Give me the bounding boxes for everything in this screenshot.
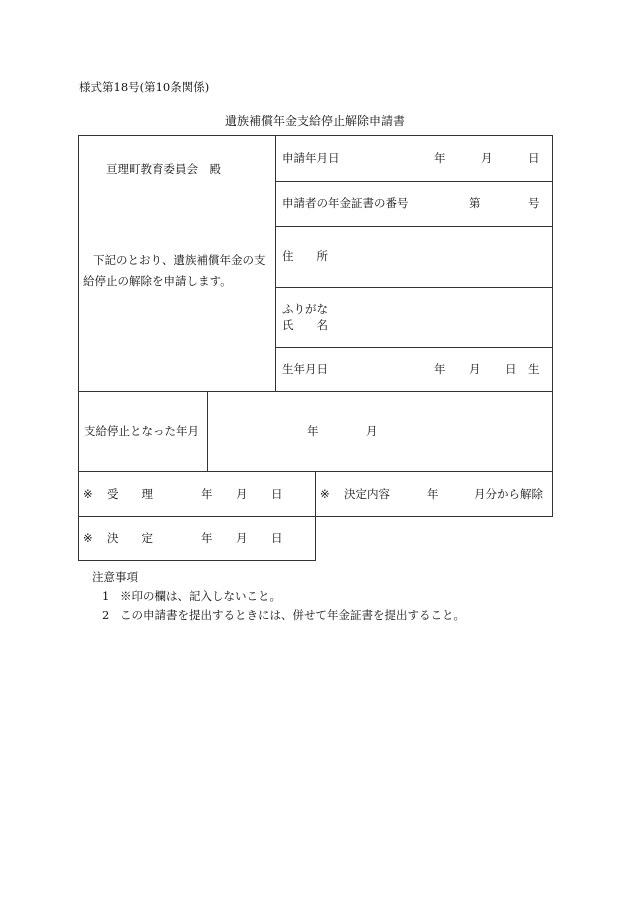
- address-label: 住 所: [282, 249, 328, 263]
- name-label: 氏 名: [282, 318, 328, 332]
- receipt-label: 受 理: [107, 487, 153, 501]
- decision-content-year: 年: [427, 487, 439, 501]
- birth-date-year: 年: [434, 362, 446, 376]
- note-text: ※印の欄は、記入しないこと。: [120, 589, 281, 603]
- table-divider: [207, 391, 208, 472]
- birth-date-month: 月: [469, 362, 481, 376]
- receipt-month: 月: [236, 487, 248, 501]
- row-divider: [275, 287, 553, 288]
- decision-content-label: 決定内容: [344, 487, 390, 501]
- certificate-number-suffix: 号: [528, 196, 540, 210]
- certificate-number-prefix: 第: [469, 196, 481, 210]
- note-number: 2: [102, 608, 110, 622]
- row-divider: [78, 391, 553, 392]
- decision-year: 年: [201, 531, 213, 545]
- addressee: 亘理町教育委員会 殿: [106, 162, 221, 176]
- row-divider: [275, 226, 553, 227]
- decision-mark: ※: [83, 531, 93, 545]
- receipt-year: 年: [201, 487, 213, 501]
- certificate-number-label: 申請者の年金証書の番号: [282, 196, 409, 210]
- application-date-label: 申請年月日: [282, 151, 340, 165]
- stop-date-month: 月: [366, 424, 378, 438]
- receipt-day: 日: [271, 487, 283, 501]
- birth-date-suffix: 生: [528, 362, 540, 376]
- furigana-label: ふりがな: [282, 302, 328, 316]
- decision-day: 日: [271, 531, 283, 545]
- request-text-line2: 給停止の解除を申請します。: [83, 274, 232, 288]
- application-date-month: 月: [481, 151, 493, 165]
- birth-date-day: 日: [505, 362, 517, 376]
- decision-label: 決 定: [107, 531, 153, 545]
- decision-content-mark: ※: [320, 487, 330, 501]
- stop-date-label: 支給停止となった年月: [84, 424, 199, 438]
- decision-month: 月: [236, 531, 248, 545]
- table-divider: [275, 135, 276, 392]
- form-title: 遺族補償年金支給停止解除申請書: [225, 114, 406, 128]
- stop-date-year: 年: [307, 424, 319, 438]
- request-text-line1: 下記のとおり、遺族補償年金の支: [93, 253, 266, 267]
- decision-content-suffix: 月分から解除: [474, 487, 543, 501]
- receipt-mark: ※: [83, 487, 93, 501]
- form-number: 様式第18号(第10条関係): [79, 80, 210, 94]
- notes-heading: 注意事項: [92, 570, 138, 584]
- birth-date-label: 生年月日: [282, 362, 328, 376]
- note-number: 1: [102, 589, 110, 603]
- application-date-day: 日: [528, 151, 540, 165]
- row-divider: [275, 347, 553, 348]
- application-date-year: 年: [434, 151, 446, 165]
- note-text: この申請書を提出するときには、併せて年金証書を提出すること。: [120, 608, 465, 622]
- row-divider: [275, 181, 553, 182]
